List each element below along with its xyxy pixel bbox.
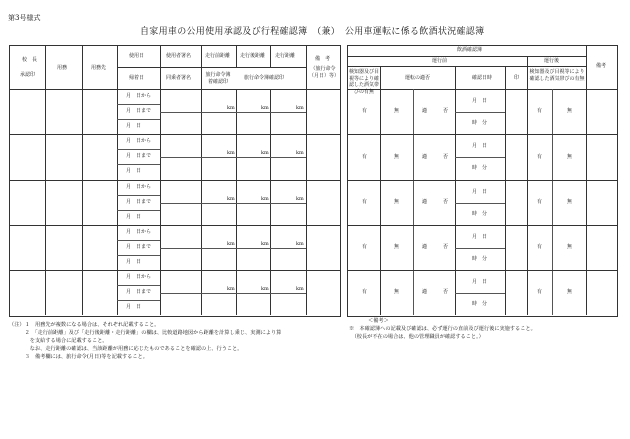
r2-after-yes: 有 xyxy=(537,154,543,160)
destination-header: 用務先 xyxy=(91,65,107,71)
remarks-note-2: （校長が不在の場合は、他の管理職員が確認すること。） xyxy=(349,334,484,340)
row2-day: 月 日 xyxy=(126,168,142,174)
note-line-1: （注）１ 用務先が複数になる場合は、それぞれ記載すること。 xyxy=(9,322,160,328)
distance-before-header: 走行前距離 xyxy=(205,53,231,59)
row1-day: 月 日 xyxy=(126,123,142,129)
r3-date: 月 日 xyxy=(472,189,488,195)
use-date-header: 使用日 xyxy=(129,53,145,59)
stamp-header: 印 xyxy=(514,75,520,81)
alcohol-group-header: 飲酒確認簿 xyxy=(457,47,483,53)
row5-km-dist: km xyxy=(296,286,304,292)
r1-after-no: 無 xyxy=(567,108,573,114)
distance-after-header: 走行後距離 xyxy=(240,53,266,59)
before-check-header: 検知器及び目視等により確認した酒気帯びの有無 xyxy=(349,69,380,95)
r4-date: 月 日 xyxy=(472,234,488,240)
check-datetime-header: 確認日時 xyxy=(472,75,493,81)
r5-date: 月 日 xyxy=(472,279,488,285)
r2-fit: 適 xyxy=(422,154,428,160)
drive-fitness-header: 運転の適否 xyxy=(405,75,431,81)
row1-from: 月 日から xyxy=(126,93,152,99)
r4-after-no: 無 xyxy=(567,244,573,250)
travel-order-confirm-header: 旅行命令簿確認印 xyxy=(244,75,285,81)
after-drive-header: 運行後 xyxy=(544,58,560,64)
row1-to: 月 日まで xyxy=(126,108,152,114)
r2-unfit: 否 xyxy=(443,154,449,160)
r3-after-yes: 有 xyxy=(537,199,543,205)
row1-km-before: km xyxy=(227,105,235,111)
row4-day: 月 日 xyxy=(126,259,142,265)
row5-to: 月 日まで xyxy=(126,289,152,295)
row2-km-before: km xyxy=(227,150,235,156)
remarks-header: 備 考 xyxy=(315,56,331,62)
r1-after-yes: 有 xyxy=(537,108,543,114)
r4-unfit: 否 xyxy=(443,244,449,250)
r5-unfit: 否 xyxy=(443,289,449,295)
travel-order-stamp-header: 旅行命令簿 着確認印 xyxy=(205,72,231,85)
r5-fit: 適 xyxy=(422,289,428,295)
row5-day: 月 日 xyxy=(126,304,142,310)
row2-km-after: km xyxy=(261,150,269,156)
remarks-note-title: ＜備考＞ xyxy=(368,318,389,324)
r3-fit: 適 xyxy=(422,199,428,205)
row4-km-before: km xyxy=(227,241,235,247)
note-line-4: なお、走行距離の確認は、当該距離が用務に応じたものであることを確認の上、行うこと。 xyxy=(9,346,243,352)
r2-after-no: 無 xyxy=(567,154,573,160)
row2-to: 月 日まで xyxy=(126,153,152,159)
r1-time: 時 分 xyxy=(472,120,488,126)
r2-before-no: 無 xyxy=(394,154,400,160)
r5-before-yes: 有 xyxy=(362,289,368,295)
r1-before-yes: 有 xyxy=(362,108,368,114)
user-sign-header: 使用者署名 xyxy=(166,53,192,59)
page-title: 自家用車の公用使用承認及び行程確認簿 （兼） 公用車運転に係る飲酒状況確認簿 xyxy=(140,27,485,37)
row4-km-dist: km xyxy=(296,241,304,247)
row2-km-dist: km xyxy=(296,150,304,156)
row3-km-dist: km xyxy=(296,196,304,202)
r4-before-yes: 有 xyxy=(362,244,368,250)
after-check-header: 検知器及び目視等により確認した酒気帯びの有無 xyxy=(529,69,585,82)
approval-stamp-header: 承認印 xyxy=(20,72,36,78)
r3-after-no: 無 xyxy=(567,199,573,205)
r4-after-yes: 有 xyxy=(537,244,543,250)
r1-before-no: 無 xyxy=(394,108,400,114)
remarks-note-1: ※ 本確認簿への記載及び確認は、必ず運行の直前及び運行後に実施すること。 xyxy=(349,326,536,332)
r5-after-no: 無 xyxy=(567,289,573,295)
form-id: 第3号様式 xyxy=(8,14,41,22)
row1-km-dist: km xyxy=(296,105,304,111)
before-drive-header: 運行前 xyxy=(432,58,448,64)
note-line-2: ２ 「走行前距離」及び「走行後距離・走行距離」の欄は、比較道路地図から距離を計算し乗じ、実測により算 xyxy=(9,330,282,336)
r3-time: 時 分 xyxy=(472,211,488,217)
r2-time: 時 分 xyxy=(472,165,488,171)
r1-unfit: 否 xyxy=(443,108,449,114)
r4-fit: 適 xyxy=(422,244,428,250)
row3-from: 月 日から xyxy=(126,184,152,190)
right-remarks-header: 備考 xyxy=(596,63,607,69)
return-date-header: 帰着日 xyxy=(129,75,145,81)
row2-from: 月 日から xyxy=(126,138,152,144)
row4-from: 月 日から xyxy=(126,229,152,235)
row4-km-after: km xyxy=(261,241,269,247)
r5-before-no: 無 xyxy=(394,289,400,295)
row1-km-after: km xyxy=(261,105,269,111)
r4-time: 時 分 xyxy=(472,256,488,262)
remarks-sub-header: （旅行命令 （月日）等） xyxy=(309,66,340,79)
r4-before-no: 無 xyxy=(394,244,400,250)
r5-after-yes: 有 xyxy=(537,289,543,295)
principal-header: 校 長 xyxy=(22,57,38,63)
row3-km-after: km xyxy=(261,196,269,202)
r3-before-yes: 有 xyxy=(362,199,368,205)
r3-unfit: 否 xyxy=(443,199,449,205)
row5-km-before: km xyxy=(227,286,235,292)
row3-km-before: km xyxy=(227,196,235,202)
business-header: 用務 xyxy=(57,65,68,71)
r3-before-no: 無 xyxy=(394,199,400,205)
row3-day: 月 日 xyxy=(126,214,142,220)
row4-to: 月 日まで xyxy=(126,244,152,250)
r2-before-yes: 有 xyxy=(362,154,368,160)
row5-km-after: km xyxy=(261,286,269,292)
r2-date: 月 日 xyxy=(472,143,488,149)
row3-to: 月 日まで xyxy=(126,199,152,205)
note-line-3: を支給する場合に記載すること。 xyxy=(9,338,108,344)
r1-fit: 適 xyxy=(422,108,428,114)
r1-date: 月 日 xyxy=(472,98,488,104)
note-line-5: ３ 備考欄には、旅行命令(月日)等を記載すること。 xyxy=(9,354,148,360)
distance-header: 走行距離 xyxy=(275,53,296,59)
r5-time: 時 分 xyxy=(472,301,488,307)
passenger-sign-header: 同乗者署名 xyxy=(166,75,192,81)
row5-from: 月 日から xyxy=(126,274,152,280)
